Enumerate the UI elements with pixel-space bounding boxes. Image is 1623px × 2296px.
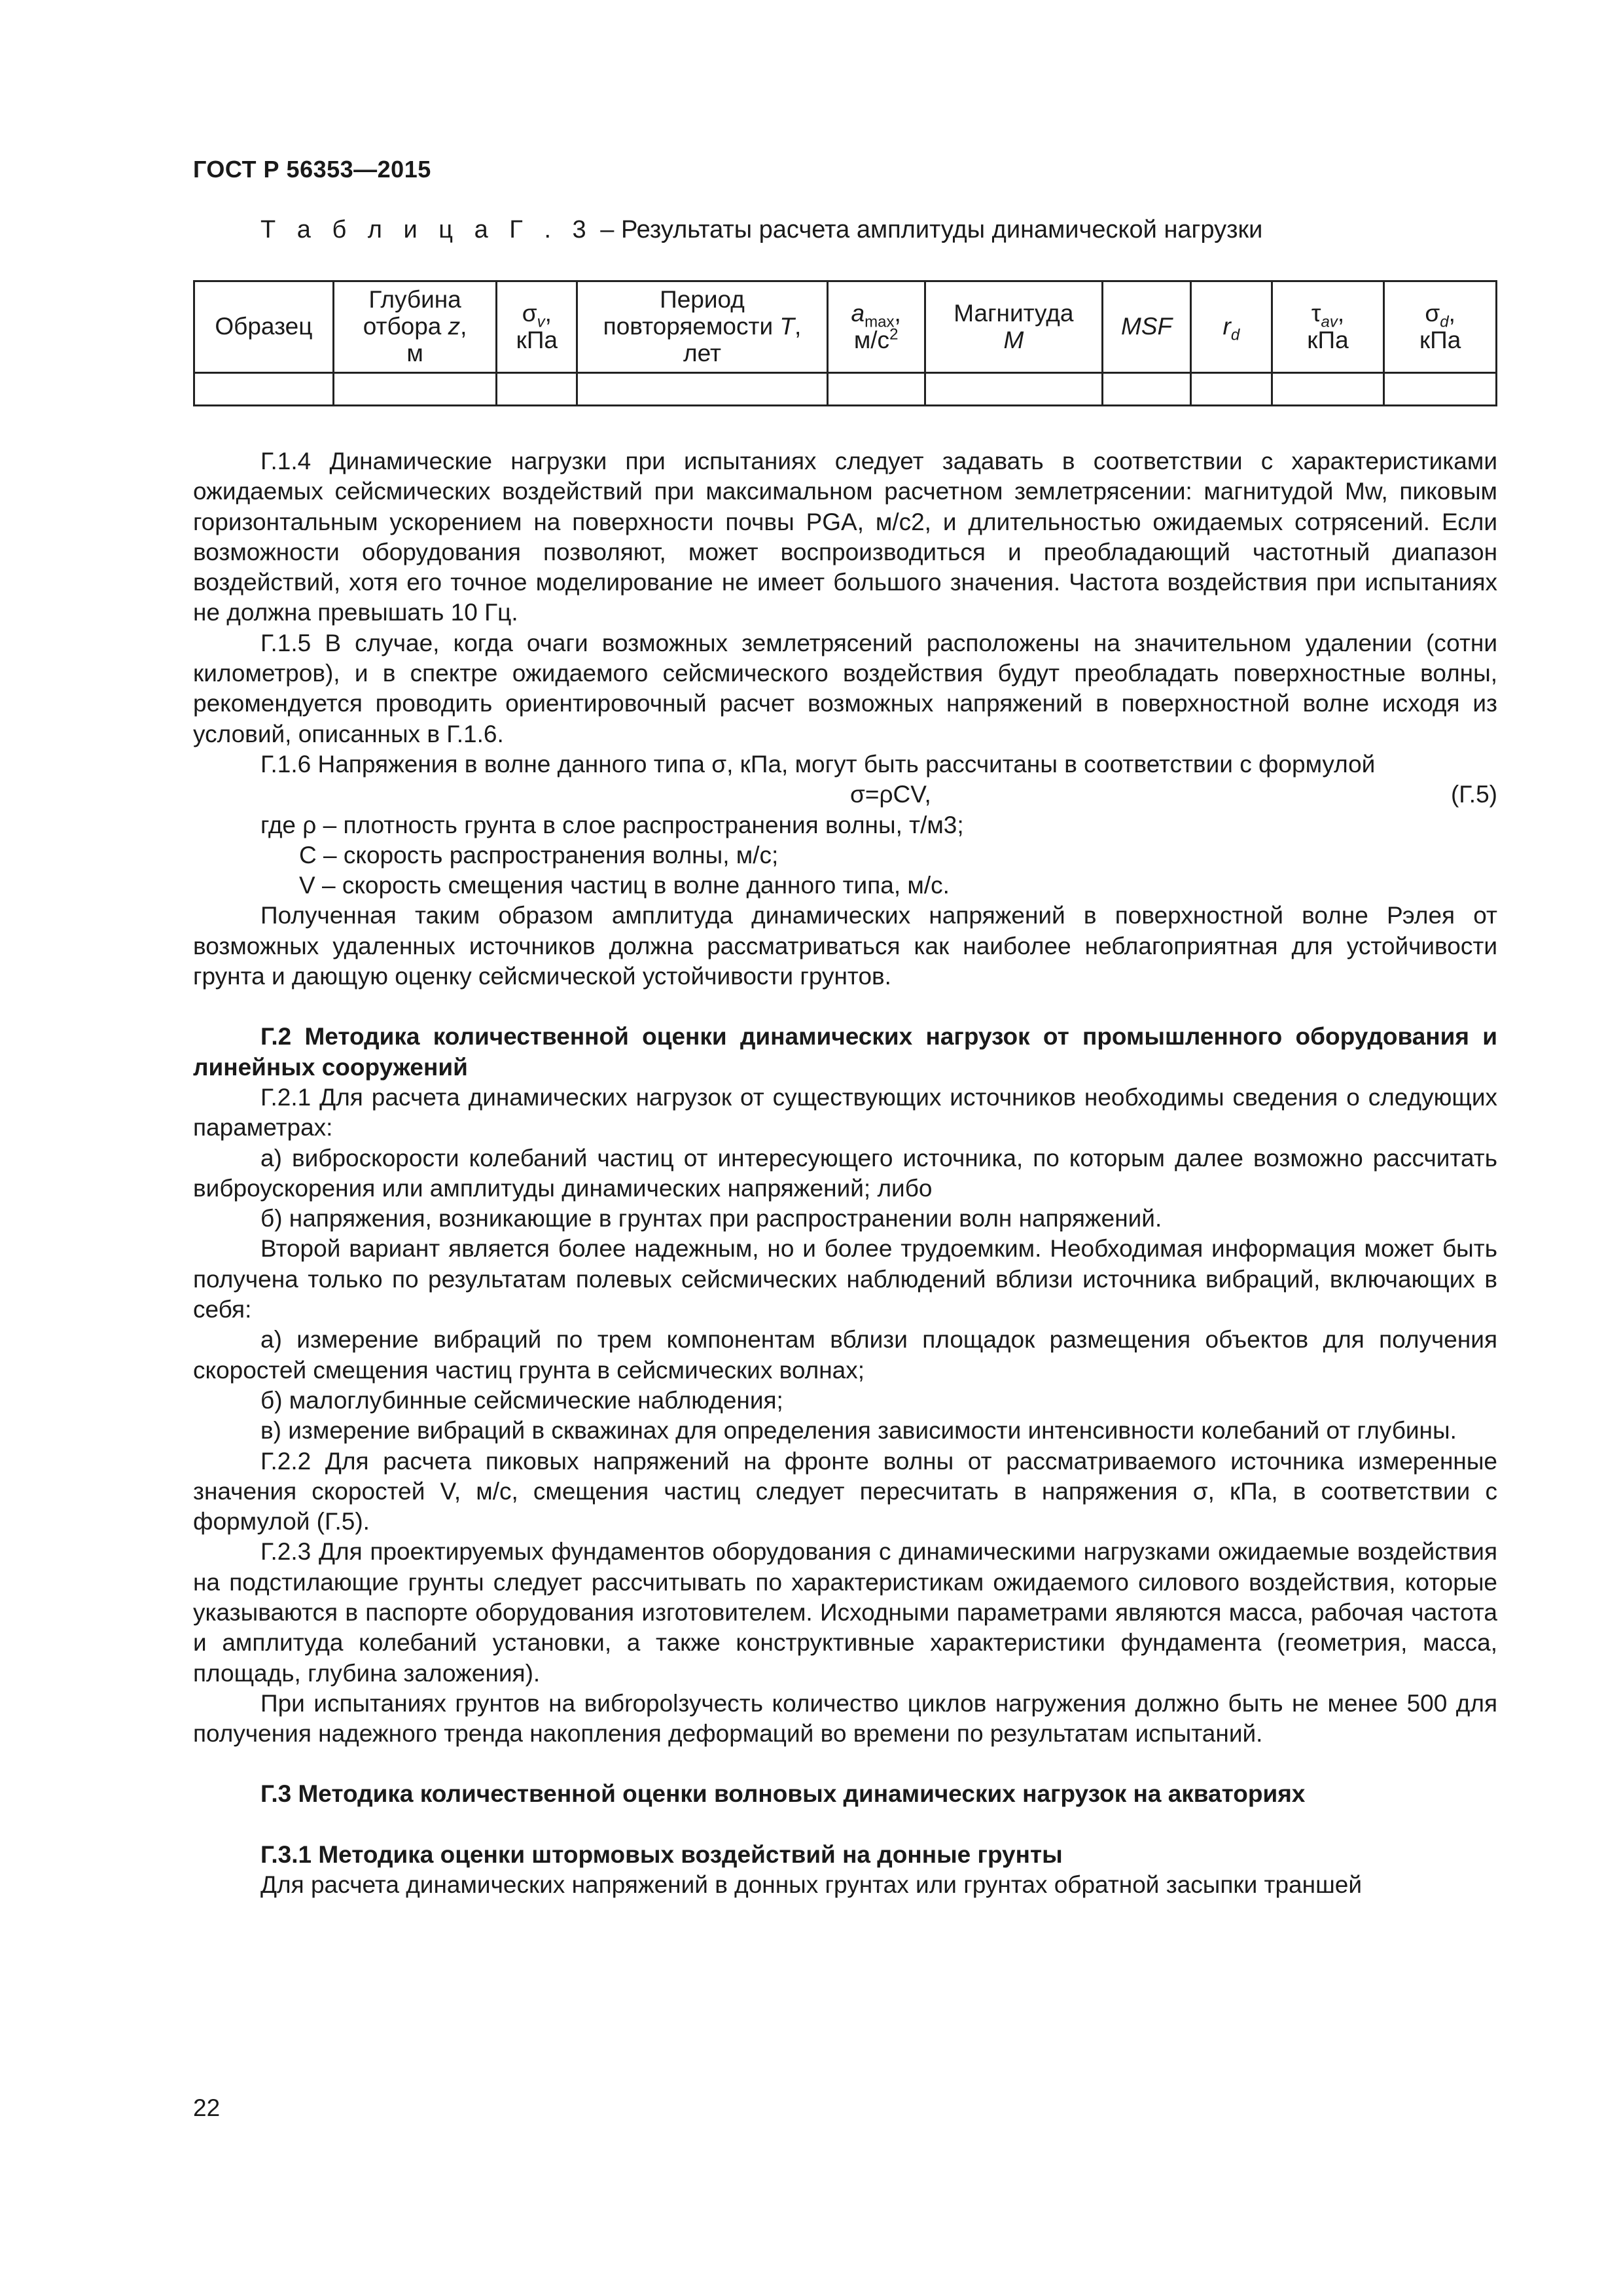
col-header-rd: $r_d$ [1191, 281, 1272, 373]
formula-where-c: C – скорость распространения волны, м/с; [299, 841, 779, 869]
paragraph-g21: Г.2.1 Для расчета динамических нагрузок от существующих источников необходимы сведения о следующих параметрах: [193, 1083, 1497, 1141]
col-header-tau-av: $\tau_{av}$, кПа [1272, 281, 1384, 373]
list-item: б) малоглубинные сейсмические наблюдения; [260, 1386, 783, 1414]
formula-expression: σ=ρCV, [850, 781, 931, 808]
section-heading-g31: Г.3.1 Методика оценки штормовых воздействий на донные грунты [260, 1840, 1063, 1868]
col-header-amax: $a_{max}$, $м/с^2$ [827, 281, 925, 373]
paragraph-g15: Г.1.5 В случае, когда очаги возможных землетрясений расположены на значительном удалении (сотни километров), и в спектре ожидаемого сейсмического воздействия будут преобладать поверхностные волны, рекомендуется проводить ориентировочный расчет возможных напряжений в поверхностной волне исходя из условий, описанных в Г.1.6. [193, 629, 1497, 747]
formula-g5 [193, 780, 1497, 810]
table-caption-text: – Результаты расчета амплитуды динамической нагрузки [593, 216, 1263, 243]
table-header-row [194, 281, 1497, 373]
paragraph-g16: Г.1.6 Напряжения в волне данного типа σ, кПа, могут быть рассчитаны в соответствии с формулой [260, 750, 1376, 778]
formula-where-v: V – скорость смещения частиц в волне данного типа, м/с. [299, 872, 950, 899]
paragraph-second-variant: Второй вариант является более надежным, но и более трудоемким. Необходимая информация может быть получена только по результатам полевых сейсмических наблюдений вблизи источника вибраций, включающих в себя: [193, 1235, 1497, 1323]
section-heading-g3: Г.3 Методика количественной оценки волновых динамических нагрузок на акваториях [260, 1780, 1306, 1808]
section-heading-g2: Г.2 Методика количественной оценки динамических нагрузок от промышленного оборудования и линейных сооружений [193, 1023, 1497, 1081]
results-table [193, 280, 1497, 406]
table-caption [260, 216, 1262, 244]
paragraph-g22: Г.2.2 Для расчета пиковых напряжений на фронте волны от рассматриваемого источника измеренные значения скоростей V, м/с, смещения частиц следует пересчитать в напряжения σ, кПа, в соответствии с формулой (Г.5). [193, 1447, 1497, 1535]
document-body [193, 446, 1497, 1900]
col-header-period: Период повторяемости T, лет [577, 281, 828, 373]
col-header-sample: Образец [194, 281, 334, 373]
table-row [194, 373, 1497, 406]
formula-where-rho: где ρ – плотность грунта в слое распространения волны, т/м3; [260, 811, 964, 838]
paragraph-g31: Для расчета динамических напряжений в донных грунтах или грунтах обратной засыпки траншей [260, 1871, 1362, 1899]
paragraph-result: Полученная таким образом амплитуда динамических напряжений в поверхностной волне Рэлея от возможных удаленных источников должна рассматриваться как наиболее неблагоприятная для устойчивости грунта и дающую оценку сейсмической устойчивости грунтов. [193, 902, 1497, 990]
list-item: в) измерение вибраций в скважинах для определения зависимости интенсивности колебаний от глубины. [260, 1417, 1457, 1444]
col-header-msf: MSF [1103, 281, 1191, 373]
list-item: а) измерение вибраций по трем компонентам вблизи площадок размещения объектов для получения скоростей смещения частиц грунта в сейсмических волнах; [193, 1326, 1497, 1384]
col-header-magnitude: Магнитуда M [925, 281, 1103, 373]
col-header-depth: Глубина отбора z, м [333, 281, 497, 373]
paragraph-cycles: При испытаниях грунтов на вибropolзучесть количество циклов нагружения должно быть не менее 500 для получения надежного тренда накопления деформаций во времени по результатам испытаний. [193, 1689, 1497, 1748]
col-header-sigma-d: $\sigma_d$, кПа [1384, 281, 1497, 373]
list-item: б) напряжения, возникающие в грунтах при распространении волн напряжений. [260, 1205, 1162, 1232]
col-header-sigma-v: $\sigma_v$, кПа [497, 281, 577, 373]
table-caption-label: Т а б л и ц а Г . 3 [260, 216, 594, 243]
formula-number: (Г.5) [1450, 781, 1497, 808]
paragraph-g23: Г.2.3 Для проектируемых фундаментов оборудования с динамическими нагрузками ожидаемые воздействия на подстилающие грунты следует рассчитывать по характеристикам ожидаемого силового воздействия, которые указываются в паспорте оборудования изготовителем. Исходными параметрами являются масса, рабочая частота и амплитуда колебаний установки, а также конструктивные характеристики фундамента (геометрия, масса, площадь, глубина заложения). [193, 1538, 1497, 1687]
paragraph-g14: Г.1.4 Динамические нагрузки при испытаниях следует задавать в соответствии с характеристиками ожидаемых сейсмических воздействий при максимальном расчетном землетрясении: магнитудой Mw, пиковым горизонтальным ускорением на поверхности почвы PGA, м/с2, и длительностью ожидаемых сотрясений. Если возможности оборудования позволяют, может воспроизводиться и преобладающий частотный диапазон воздействий, хотя его точное моделирование не имеет большого значения. Частота воздействия при испытаниях не должна превышать 10 Гц. [193, 448, 1497, 626]
standard-header: ГОСТ Р 56353—2015 [193, 156, 431, 183]
page-number: 22 [193, 2094, 221, 2121]
list-item: а) виброскорости колебаний частиц от интересующего источника, по которым далее возможно рассчитать виброускорения или амплитуды динамических напряжений; либо [193, 1144, 1497, 1202]
